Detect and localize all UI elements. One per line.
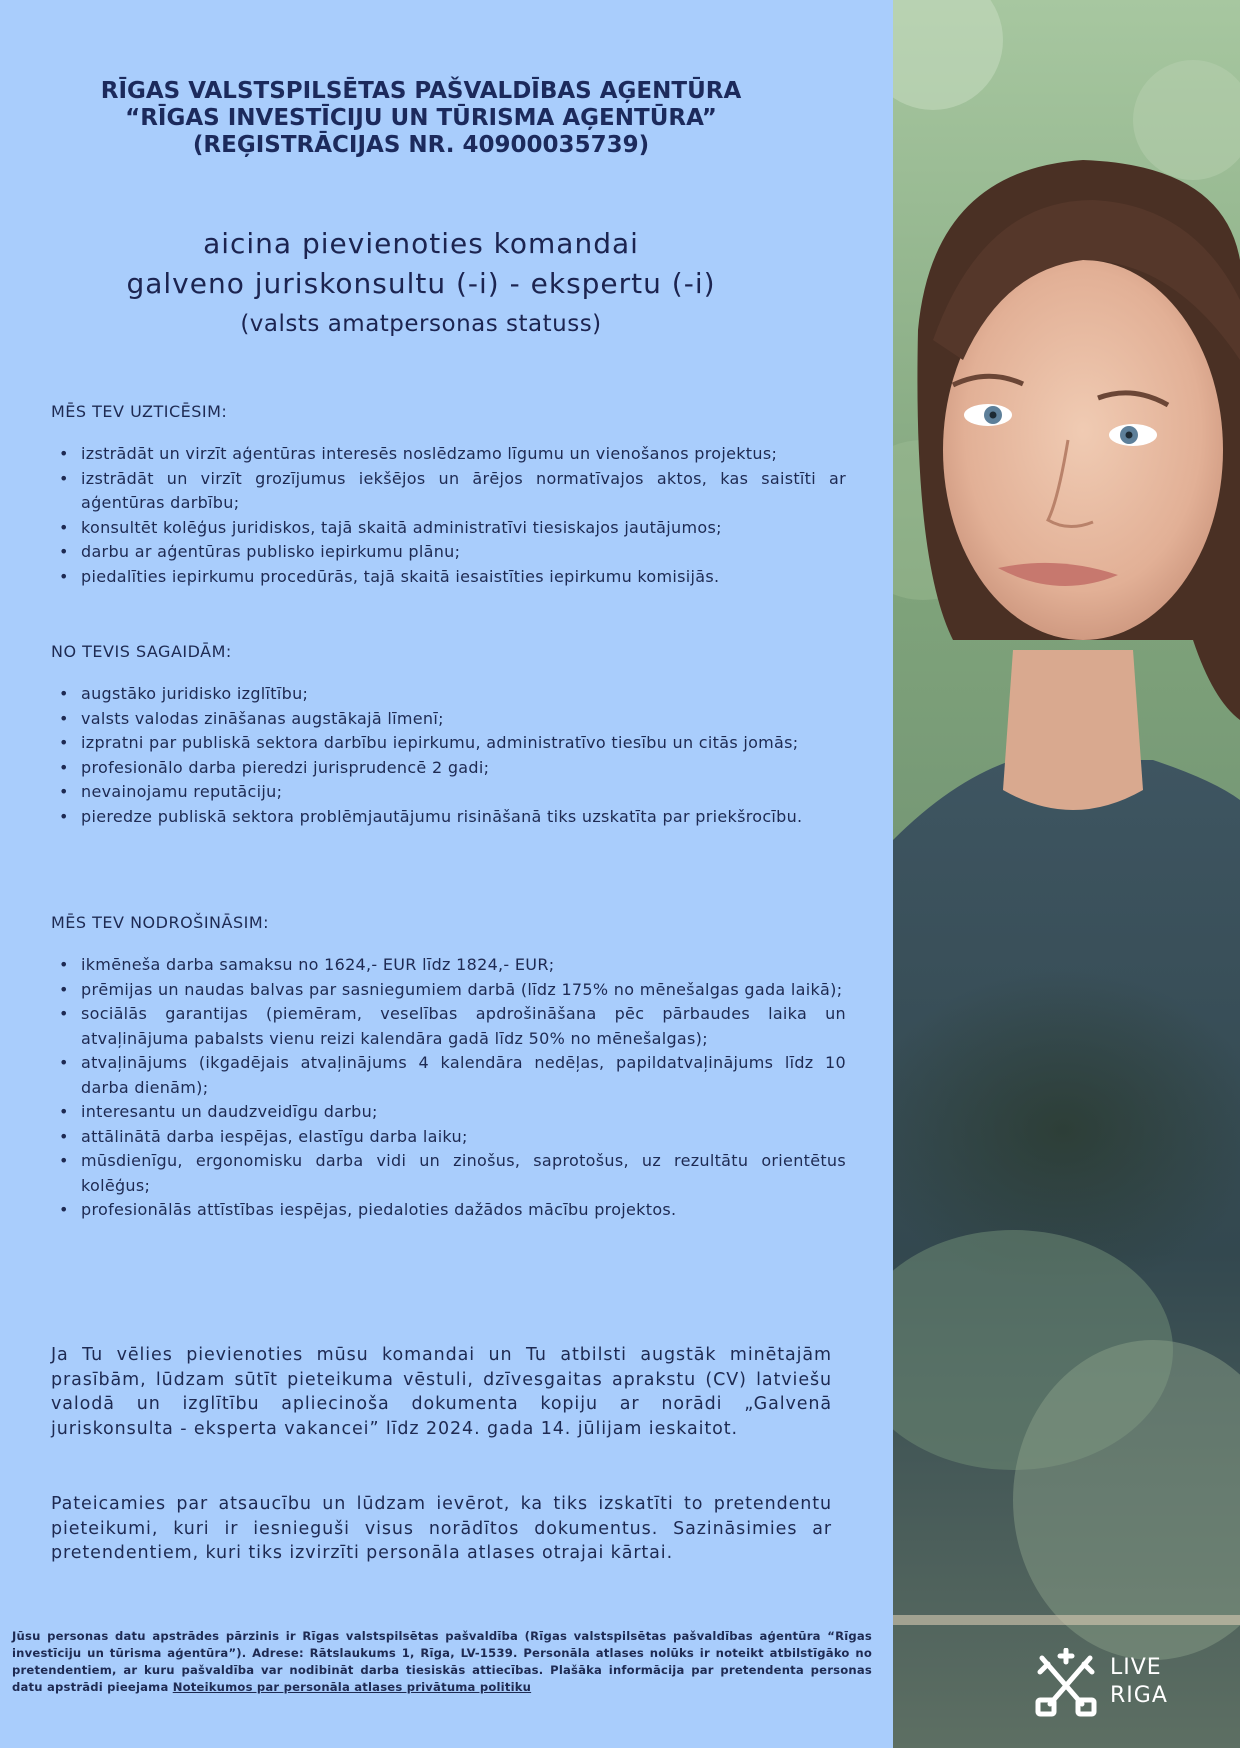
list-item: • profesionālo darba pieredzi jurisprudencē 2 gadi; [51, 756, 846, 781]
live-riga-logo [1030, 1648, 1200, 1720]
invitation-heading [60, 224, 782, 344]
privacy-policy-link[interactable]: Noteikumos par personāla atlases privātuma politiku [172, 1680, 532, 1694]
list-item: • nevainojamu reputāciju; [51, 780, 846, 805]
section-title: MĒS TEV UZTICĒSIM: [51, 402, 228, 421]
list-item: • darbu ar aģentūras publisko iepirkumu plānu; [51, 540, 846, 565]
list-item: • izpratni par publiskā sektora darbību iepirkumu, administratīvo tiesību un citās jomās; [51, 731, 846, 756]
section-title: NO TEVIS SAGAIDĀM: [51, 642, 232, 661]
privacy-footer [12, 1628, 872, 1696]
list-item: • ikmēneša darba samaksu no 1624,- EUR līdz 1824,- EUR; [51, 953, 846, 978]
list-item: • augstāko juridisko izglītību; [51, 682, 846, 707]
section-requirements [51, 642, 846, 829]
thanks-note: Pateicamies par atsaucību un lūdzam ievērot, ka tiks izskatīti to pretendentu pieteikumi, kuri ir iesnieguši visus norādītos dokumentus. Sazināsimies ar pretendentiem, kuri tiks izvirzīti personāla atlases otrajai kārtai. [51, 1494, 832, 1563]
list-item: • konsultēt kolēģus juridiskos, tajā skaitā administratīvi tiesiskajos jautājumos; [51, 516, 846, 541]
list-item: • pieredze publiskā sektora problēmjautājumu risināšanā tiks uzskatīta par priekšrocību. [51, 805, 846, 830]
section-duties [51, 402, 846, 589]
org-registration: (REĢISTRĀCIJAS NR. 40900035739) [192, 132, 650, 158]
position-status: (valsts amatpersonas statuss) [240, 311, 602, 337]
logo-line-riga: RIGA [1110, 1683, 1168, 1708]
requirements-list [51, 682, 846, 829]
org-line-1: RĪGAS VALSTSPILSĒTAS PAŠVALDĪBAS AĢENTŪRA [100, 78, 742, 104]
org-line-2: “RĪGAS INVESTĪCIJU UN TŪRISMA AĢENTŪRA” [125, 105, 717, 131]
list-item: • attālinātā darba iespējas, elastīgu darba laiku; [51, 1125, 846, 1150]
benefits-list [51, 953, 846, 1223]
application-instructions: Ja Tu vēlies pievienoties mūsu komandai un Tu atbilsti augstāk minētajām prasībām, lūdzam sūtīt pieteikuma vēstuli, dzīvesgaitas aprakstu (CV) latviešu valodā un izglītību apliecinoša dokumenta kopiju ar norādi „Galvenā juriskonsulta - eksperta vakancei” līdz 2024. gada 14. jūlijam ieskaitot. [51, 1345, 832, 1439]
duties-list [51, 442, 846, 589]
list-item: • sociālās garantijas (piemēram, veselības apdrošināšana pēc pārbaudes laika un atvaļinājuma pabalsts vienu reizi kalendāra gadā līdz 50% no mēnešalgas); [51, 1002, 846, 1051]
list-item: • izstrādāt un virzīt grozījumus iekšējos un ārējos normatīvajos aktos, kas saistīti ar aģentūras darbību; [51, 467, 846, 516]
logo-line-live: LIVE [1110, 1655, 1162, 1680]
invite-line-1: aicina pievienoties komandai [203, 227, 639, 260]
list-item: • mūsdienīgu, ergonomisku darba vidi un zinošus, saprotošus, uz rezultātu orientētus kolēģus; [51, 1149, 846, 1198]
section-title: MĒS TEV NODROŠINĀSIM: [51, 913, 270, 932]
portrait-photo [893, 0, 1240, 1748]
list-item: • atvaļinājums (ikgadējais atvaļinājums 4 kalendāra nedēļas, papildatvaļinājums līdz 10 darba dienām); [51, 1051, 846, 1100]
list-item: • interesantu un daudzveidīgu darbu; [51, 1100, 846, 1125]
list-item: • prēmijas un naudas balvas par sasniegumiem darbā (līdz 175% no mēnešalgas gada laikā); [51, 978, 846, 1003]
crossed-keys-icon [1030, 1648, 1102, 1720]
privacy-text: Jūsu personas datu apstrādes pārzinis ir Rīgas valstspilsētas pašvaldība (Rīgas valstspilsētas pašvaldības aģentūra “Rīgas investīciju un tūrisma aģentūra”). Adrese: Rātslaukums 1, Rīga, LV-1539. Personāla atlases nolūks ir noteikt atbilstīgāko no pretendentiem, ar kuru pašvaldība var nodibināt darba tiesiskās attiecības. Plašāka informācija par pretendenta personas datu apstrādi pieejama [12, 1629, 872, 1694]
organization-header [60, 78, 782, 159]
list-item: • profesionālās attīstības iespējas, piedaloties dažādos mācību projektos. [51, 1198, 846, 1223]
logo-text [1110, 1654, 1168, 1710]
position-title: galveno juriskonsultu (-i) - ekspertu (-i) [126, 267, 716, 300]
section-benefits [51, 913, 846, 1223]
list-item: • valsts valodas zināšanas augstākajā līmenī; [51, 707, 846, 732]
list-item: • izstrādāt un virzīt aģentūras interesēs noslēdzamo līgumu un vienošanos projektus; [51, 442, 846, 467]
list-item: • piedalīties iepirkumu procedūrās, tajā skaitā iesaistīties iepirkumu komisijās. [51, 565, 846, 590]
